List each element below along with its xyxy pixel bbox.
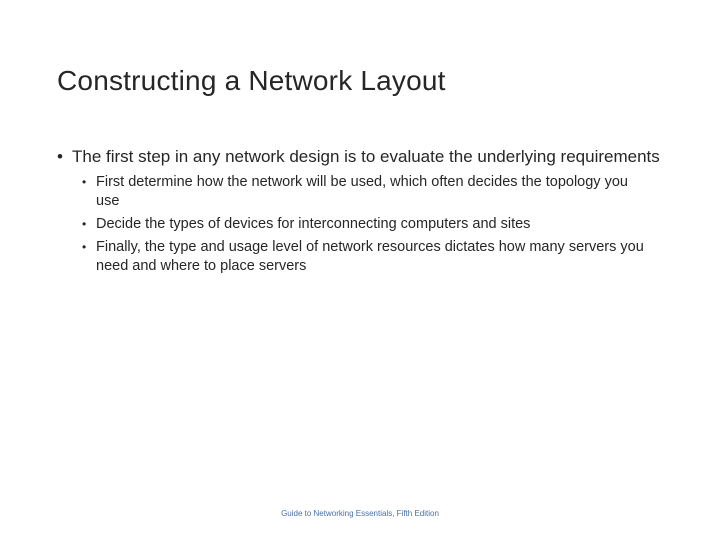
- sub-bullet-item: [82, 238, 652, 276]
- sub-bullet-text: First determine how the network will be used, which often decides the topology you use: [96, 174, 628, 209]
- slide-footer: Guide to Networking Essentials, Fifth Edition: [281, 509, 439, 518]
- sub-bullet-item: [82, 215, 652, 234]
- sub-bullet-text: Finally, the type and usage level of network resources dictates how many servers you need and where to place servers: [96, 239, 644, 274]
- sub-bullet-list: [82, 173, 652, 276]
- sub-bullet-text: Decide the types of devices for interconnecting computers and sites: [96, 216, 531, 232]
- sub-bullet-item: [82, 173, 652, 211]
- slide-body: [57, 146, 667, 280]
- slide-title: Constructing a Network Layout: [57, 65, 446, 96]
- main-bullet-text: The first step in any network design is to evaluate the underlying requirements: [72, 147, 660, 166]
- bullet-icon: •: [57, 147, 63, 166]
- bullet-icon: •: [82, 240, 87, 254]
- bullet-icon: •: [82, 217, 87, 231]
- main-bullet-item: [57, 146, 667, 168]
- bullet-icon: •: [82, 175, 87, 189]
